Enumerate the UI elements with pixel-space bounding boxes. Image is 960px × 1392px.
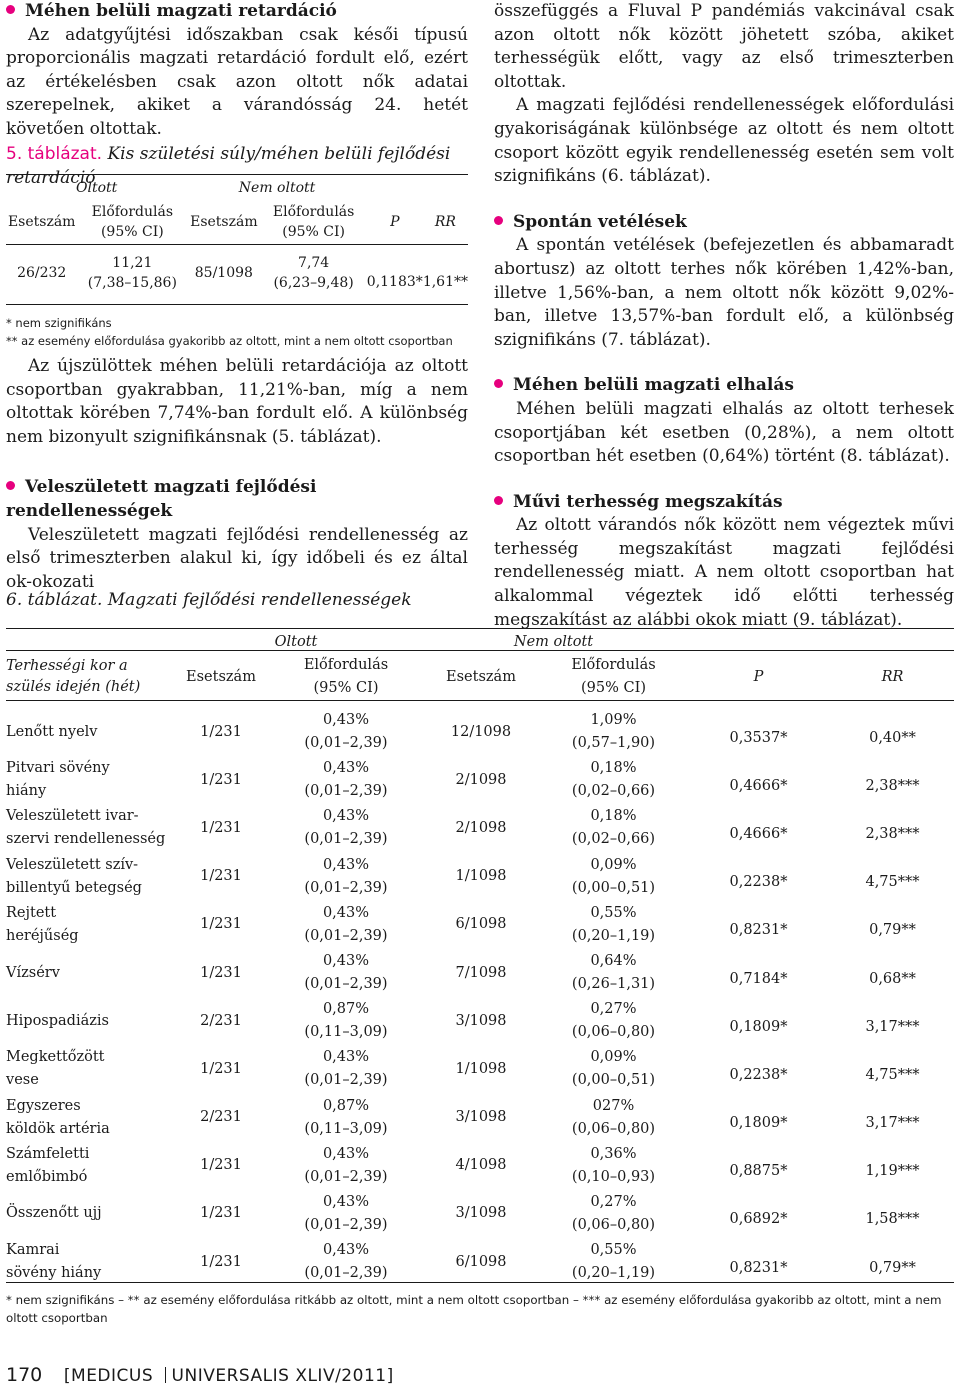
cell-text: (0,26–1,31) [571,976,656,993]
cell-text: 2,38*** [865,825,920,842]
cell-text: 1/231 [200,1157,242,1174]
table-cell [271,853,421,901]
table-cell [271,1190,421,1238]
table-cell [6,708,171,756]
table-row [6,1094,954,1142]
table6-caption: 6. táblázat. Magzati fejlődési rendellenességek [6,590,412,610]
table-cell [171,1142,271,1190]
table-row [6,1142,954,1190]
cell-text: 027% [592,1097,635,1114]
cell-text: Kamrai [6,1242,60,1259]
table-cell [171,853,271,901]
table-cell [831,1238,954,1286]
table-cell [6,1045,171,1093]
table5 [6,176,468,302]
table-cell [6,804,171,852]
table-cell [831,1190,954,1238]
table-rule [6,1282,954,1283]
cell-text: 0,79** [869,922,916,939]
cell-text: (0,10–0,93) [571,1168,656,1185]
cell-text: heréjűség [6,927,79,944]
table-cell [6,949,171,997]
cell-text: hiány [6,783,47,800]
table-cell [541,804,686,852]
cell-text: 3,17*** [865,1018,920,1035]
cell-text: 0,87% [322,1001,370,1018]
cell-text: 6/1098 [455,916,507,933]
table-cell [6,756,171,804]
table-row [6,853,954,901]
table-cell [541,997,686,1045]
cell-text: 0,2238* [729,874,788,891]
cell-text: (0,11–3,09) [304,1120,388,1137]
table-cell [271,1094,421,1142]
journal-name: [MEDICUS [63,1366,154,1386]
paragraph: Az adatgyűjtési időszakban csak késői típusú proporcionális magzati retardáció fordult elő, ezért az értékelésben csak azon oltott nők adatai szerepelnek, akiket a várandósság 24. hetét követően oltottak. [6,24,468,139]
cell-text: (0,01–2,39) [304,1216,388,1233]
cell-text: 0,36% [590,1145,637,1162]
table-rule [6,304,468,305]
table-cell [171,1045,271,1093]
cell-text: 12/1098 [450,723,512,740]
cell-text: 0,64% [590,953,637,970]
table-cell [171,756,271,804]
cell-text: Hipospadiázis [6,1012,109,1029]
cell-text: emlőbimbó [6,1168,88,1185]
cell-text: Pitvari sövény [6,760,110,777]
cell-text: 0,43% [322,904,370,921]
cell-text: 0,43% [322,808,370,825]
cell-text: 0,4666* [729,825,788,842]
cell-text: 1,19*** [865,1163,920,1180]
table-cell [171,1190,271,1238]
table-header: Terhességi kor a szülés idején (hét) [6,658,141,695]
cell-text: (0,02–0,66) [571,831,656,848]
table-cell [171,1094,271,1142]
table-cell [271,1142,421,1190]
cell-text: 0,43% [322,1145,370,1162]
cell-text: 0,1809* [729,1018,788,1035]
table-cell [421,1094,541,1142]
cell-text: 0,79** [869,1259,916,1276]
table-cell [541,1190,686,1238]
cell-text: (0,00–0,51) [571,1072,656,1089]
page-footer [6,1364,394,1386]
journal-issue: UNIVERSALIS XLIV/2011] [171,1366,394,1386]
table-row: 26/232 11,21 (7,38–15,86) 85/1098 7,74 (6,23–9,48) 0,1183* 1,61** [17,255,468,291]
bullet-icon [494,379,503,388]
cell-text: 0,09% [590,1049,637,1066]
table-header: RR [881,668,904,685]
table-header: Esetszám [7,214,76,230]
table-header: Nem oltott [513,633,594,650]
table-cell [171,997,271,1045]
table-cell [686,997,831,1045]
table-cell [686,756,831,804]
cell-text: (0,57–1,90) [571,735,656,752]
cell-text: (0,01–2,39) [304,783,388,800]
table-header: Oltott [274,633,318,650]
table-cell [541,901,686,949]
table-cell [686,1045,831,1093]
cell-text: Megkettőzött [6,1049,105,1066]
table-cell [541,949,686,997]
bullet-icon [6,5,15,14]
table-cell [271,1238,421,1286]
table-cell [271,901,421,949]
cell-text: 0,43% [322,1193,370,1210]
section-heading-retardacio: Méhen belüli magzati retardáció [6,0,468,24]
cell-text: Számfeletti [6,1145,90,1162]
cell-text: 1/1098 [455,868,507,885]
table-cell [831,949,954,997]
paragraph: Veleszületett magzati fejlődési rendellenesség az első trimeszterben alakul ki, így időbeli és ez által ok-okozati [6,524,468,592]
table-cell [271,1045,421,1093]
section-heading-vetelesek: Spontán vetélések [494,211,954,235]
table-cell [171,949,271,997]
cell-text: Veleszületett szív- [6,856,139,873]
table-cell [541,1094,686,1142]
cell-text: Lenőtt nyelv [6,723,98,740]
table-cell [541,756,686,804]
table-row [6,1045,954,1093]
cell-text: 2/1098 [455,771,507,788]
table-cell [6,853,171,901]
cell-text: (0,01–2,39) [304,1168,388,1185]
table-header: Előfordulás (95% CI) [303,657,389,696]
table-cell [421,1238,541,1286]
table-cell [421,949,541,997]
cell-text: (0,11–3,09) [304,1024,388,1041]
left-column [6,0,468,190]
section-heading-elhalas: Méhen belüli magzati elhalás [494,374,954,398]
cell-text: (0,01–2,39) [304,831,388,848]
cell-text: 2/231 [200,1012,242,1029]
table-header: Előfordulás (95% CI) [272,204,355,240]
cell-text: 0,3537* [729,729,788,746]
table-cell [271,997,421,1045]
table-row [6,1238,954,1286]
table-cell [831,853,954,901]
table-cell [831,804,954,852]
cell-text: 0,1809* [729,1115,788,1132]
cell-text: 1/231 [200,868,242,885]
paragraph: Az újszülöttek méhen belüli retardációja az oltott csoportban gyakrabban, 11,21%-ban, míg a nem oltottak körében 7,74%-ban fordult elő. A különbség nem bizonyult szignifikánsnak (5. táblázat). [6,356,468,447]
divider [165,1367,166,1383]
cell-text: szervi rendellenesség [6,831,166,848]
cell-text: (0,02–0,66) [571,783,656,800]
cell-text: 1/231 [200,819,242,836]
table-cell [541,1142,686,1190]
table-cell [686,901,831,949]
cell-text: 1,09% [590,712,637,729]
table-rule [6,244,468,245]
cell-text: 0,43% [322,953,370,970]
cell-text: 0,68** [869,970,916,987]
cell-text: 3/1098 [455,1205,507,1222]
cell-text: 0,8875* [729,1163,788,1180]
table-cell [171,901,271,949]
table-cell [6,901,171,949]
table-cell [271,708,421,756]
left-column-lower [6,355,468,594]
cell-text: 0,43% [322,760,370,777]
cell-text: 0,43% [322,856,370,873]
cell-text: 0,27% [590,1001,637,1018]
table-cell [831,1094,954,1142]
table-cell [421,804,541,852]
table5-caption: 5. táblázat. Kis születési súly/méhen belüli fejlődési retardáció [6,143,451,188]
section-heading-megszakitas: Művi terhesség megszakítás [494,491,954,515]
table-cell [421,1190,541,1238]
cell-text: 2,38*** [865,777,920,794]
cell-text: vese [6,1072,39,1089]
table-row [6,997,954,1045]
cell-text: 0,7184* [729,970,788,987]
table-cell [6,1142,171,1190]
cell-text: 1,58*** [865,1211,920,1228]
cell-text: 3/1098 [455,1109,507,1126]
table-row [6,756,954,804]
table-rule [6,174,468,175]
cell-text: 0,4666* [729,777,788,794]
table-cell [421,708,541,756]
table-header: Előfordulás (95% CI) [571,657,656,696]
cell-text: 0,43% [322,712,370,729]
table-cell [421,1142,541,1190]
cell-text: 0,6892* [729,1211,788,1228]
cell-text: (0,06–0,80) [571,1216,656,1233]
cell-text: billentyű betegség [6,879,142,896]
cell-text: 1/231 [200,916,242,933]
cell-text: (0,20–1,19) [571,927,656,944]
table-cell [686,804,831,852]
table-cell [541,853,686,901]
table-cell [271,756,421,804]
cell-text: 1/231 [200,1253,242,1270]
cell-text: 0,09% [590,856,637,873]
table-rule [6,650,954,651]
table-cell [831,1142,954,1190]
table-cell [6,1094,171,1142]
table-cell [831,1045,954,1093]
table-header: Nem oltott [238,180,316,196]
table-cell [831,997,954,1045]
table-cell [541,708,686,756]
cell-text: 0,27% [590,1193,637,1210]
table-header: Előfordulás (95% CI) [91,204,174,240]
right-column [494,0,954,632]
table-cell [541,1045,686,1093]
paragraph: összefüggés a Fluval P pandémiás vakcinával csak azon oltott nők között jöhetett szóba, akiket terhességük előtt, vagy az első trimeszterben oltottak. [494,1,954,92]
cell-text: Veleszületett ivar- [6,808,139,825]
section-heading-rendellenessegek: Veleszületett magzati fejlődési rendellenességek [6,477,317,521]
table-cell [421,997,541,1045]
cell-text: (0,00–0,51) [571,879,656,896]
table-cell [686,1094,831,1142]
cell-text: sövény hiány [6,1265,102,1282]
table-header: RR [434,214,456,230]
paragraph: A magzati fejlődési rendellenességek előfordulási gyakoriságának különbsége az oltott és nem oltott csoport között egyik rendellenesség esetén sem volt szignifikáns (6. táblázat). [494,95,954,187]
table-cell [686,853,831,901]
table-cell [421,853,541,901]
cell-text: 4/1098 [455,1157,507,1174]
table-header: Esetszám [186,668,256,685]
cell-text: (0,01–2,39) [304,1072,388,1089]
cell-text: 1/1098 [455,1060,507,1077]
cell-text: 2/231 [200,1109,242,1126]
table-row [6,901,954,949]
table-header: Oltott [76,180,118,196]
cell-text: 4,75*** [865,1066,920,1083]
cell-text: köldök artéria [6,1120,110,1137]
table-cell [171,1238,271,1286]
cell-text: 2/1098 [455,819,507,836]
cell-text: Összenőtt ujj [6,1205,102,1222]
cell-text: 0,43% [322,1242,370,1259]
cell-text: 0,87% [322,1097,370,1114]
cell-text: (0,01–2,39) [304,1265,388,1282]
cell-text: 3,17*** [865,1115,920,1132]
table-header: P [753,668,764,685]
cell-text: 3/1098 [455,1012,507,1029]
cell-text: 1/231 [200,1205,242,1222]
bullet-icon [494,216,503,225]
table-cell [831,756,954,804]
cell-text: 0,18% [590,760,637,777]
cell-text: 0,8231* [729,922,788,939]
table6-footnote: * nem szignifikáns – ** az esemény előfordulása ritkább az oltott, mint a nem oltott csoportban – *** az esemény előfordulása gyakoribb az oltott, mint a nem oltott csoportban [6,1293,942,1325]
bullet-icon [494,496,503,505]
bullet-icon [6,481,15,490]
cell-text: Rejtett [6,904,57,921]
table-cell [686,1238,831,1286]
cell-text: 0,55% [590,1242,637,1259]
cell-text: (0,01–2,39) [304,879,388,896]
cell-text: 6/1098 [455,1253,507,1270]
cell-text: (0,01–2,39) [304,735,388,752]
table-header: Esetszám [446,668,516,685]
table-row [6,708,954,756]
cell-text: 4,75*** [865,874,920,891]
cell-text: 1/231 [200,771,242,788]
cell-text: 1/231 [200,723,242,740]
cell-text: 0,2238* [729,1066,788,1083]
table-header: P [390,214,400,230]
table-cell [271,804,421,852]
table-cell [831,901,954,949]
table-header: Esetszám [190,214,258,230]
cell-text: 0,40** [869,729,916,746]
table-rule [6,700,954,701]
table-row [6,949,954,997]
paragraph: Az oltott várandós nők között nem végeztek művi terhesség megszakítást magzati fejlődési rendellenesség miatt. A nem oltott csoportban hat alkalommal végeztek idő előtti terhesség megszakítást az alábbi okok miatt (9. táblázat). [494,515,954,630]
cell-text: 1/231 [200,964,242,981]
table-cell [171,708,271,756]
table-cell [686,1142,831,1190]
table-cell [421,756,541,804]
table-cell [271,949,421,997]
cell-text: 0,8231* [729,1259,788,1276]
table5-footnote: * nem szignifikáns ** az esemény előfordulása gyakoribb az oltott, mint a nem oltott csoportban [6,316,453,348]
page-number: 170 [6,1364,43,1386]
cell-text: (0,20–1,19) [571,1265,656,1282]
cell-text: Vízsérv [6,964,60,981]
table6 [6,630,954,1286]
cell-text: 0,43% [322,1049,370,1066]
table-cell [686,708,831,756]
cell-text: 7/1098 [455,964,507,981]
table-rule [6,628,954,629]
cell-text: (0,01–2,39) [304,976,388,993]
table-cell [171,804,271,852]
cell-text: (0,06–0,80) [571,1024,656,1041]
cell-text: Egyszeres [6,1097,81,1114]
table-row [6,804,954,852]
table-cell [6,997,171,1045]
table-cell [6,1190,171,1238]
paragraph: A spontán vetélések (befejezetlen és abbamaradt abortusz) az oltott terhes nők körében 1,42%-ban, illetve 1,56%-ban, a nem oltott nők között 9,02%-ban, illetve 13,57%-ban fordult elő, a különbség szignifikáns (7. táblázat). [494,235,954,350]
table-cell [541,1238,686,1286]
table-cell [686,949,831,997]
table-cell [6,1238,171,1286]
table6-body [6,708,954,1286]
cell-text: 0,18% [590,808,637,825]
cell-text: 1/231 [200,1060,242,1077]
table-cell [686,1190,831,1238]
table-cell [831,708,954,756]
table-cell [421,901,541,949]
cell-text: 0,55% [590,904,637,921]
table-row [6,1190,954,1238]
cell-text: (0,06–0,80) [571,1120,656,1137]
paragraph: Méhen belüli magzati elhalás az oltott terhesek csoportjában két esetben (0,28%), a nem oltott csoportban hét esetben (0,64%) történt (8. táblázat). [494,398,954,467]
cell-text: (0,01–2,39) [304,927,388,944]
table-cell [421,1045,541,1093]
